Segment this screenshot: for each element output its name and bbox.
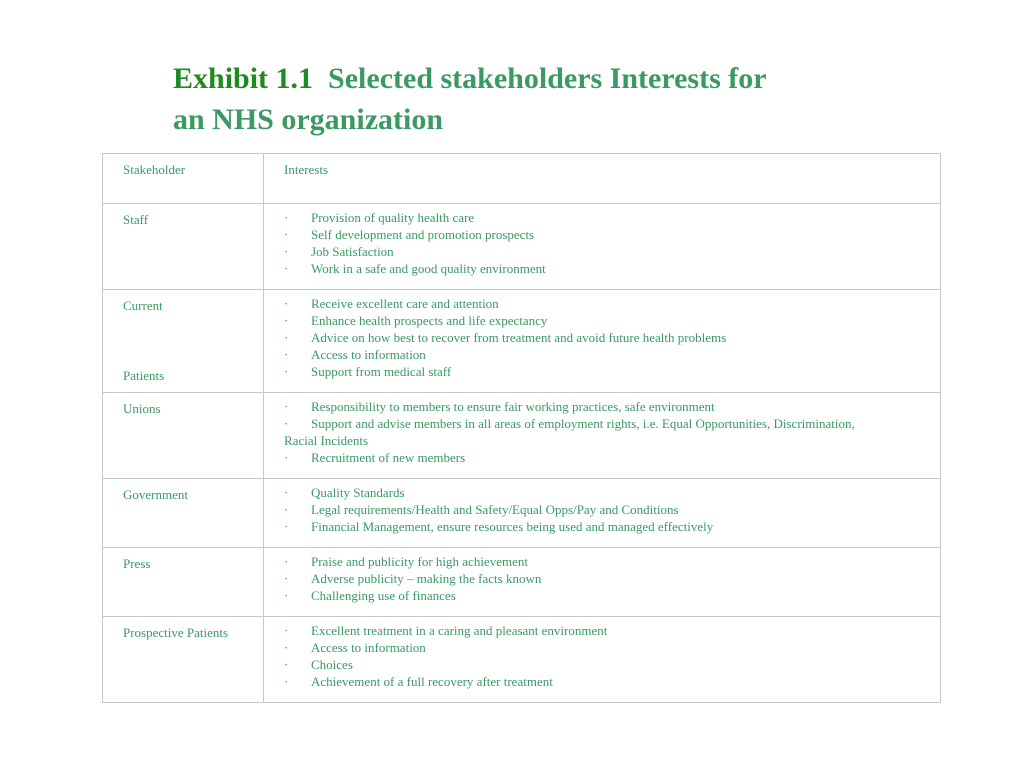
bullet-icon: · <box>284 485 289 500</box>
interests-cell <box>264 204 941 290</box>
stakeholder-cell: Staff <box>103 204 264 290</box>
stakeholder-cell: Unions <box>103 393 264 479</box>
list-item: · Provision of quality health care <box>284 210 475 225</box>
list-item: · Quality Standards <box>284 485 405 500</box>
table-row <box>103 479 941 548</box>
bullet-icon: · <box>284 347 289 362</box>
stakeholder-line-1: Current <box>123 298 163 313</box>
list-item: · Job Satisfaction <box>284 244 394 259</box>
bullet-icon: · <box>284 296 289 311</box>
title-line-2: an NHS organization <box>173 103 444 136</box>
bullet-icon: · <box>284 364 289 379</box>
stakeholders-table <box>102 153 941 703</box>
list-item: · Choices <box>284 657 353 672</box>
header-stakeholder: Stakeholder <box>103 154 264 204</box>
interests-cell <box>264 479 941 548</box>
bullet-icon: · <box>284 313 289 328</box>
list-item: · Work in a safe and good quality environment <box>284 261 546 276</box>
bullet-icon: · <box>284 450 289 465</box>
interests-cell <box>264 548 941 617</box>
bullet-icon: · <box>284 330 289 345</box>
bullet-icon: · <box>284 502 289 517</box>
page-title <box>173 58 933 140</box>
list-item: · Support and advise members in all areas of employment rights, i.e. Equal Opportunities, Discrimination, <box>284 416 855 431</box>
list-item: · Legal requirements/Health and Safety/Equal Opps/Pay and Conditions <box>284 502 679 517</box>
table-row <box>103 204 941 290</box>
list-item: · Support from medical staff <box>284 364 452 379</box>
bullet-icon: · <box>284 261 289 276</box>
interests-cell <box>264 393 941 479</box>
interests-cell <box>264 290 941 393</box>
bullet-icon: · <box>284 399 289 414</box>
list-item-continuation: Racial Incidents <box>284 433 369 448</box>
list-item: · Financial Management, ensure resources being used and managed effectively <box>284 519 714 534</box>
header-interests: Interests <box>264 154 941 204</box>
list-item: · Recruitment of new members <box>284 450 466 465</box>
table-header-row <box>103 154 941 204</box>
list-item: · Responsibility to members to ensure fair working practices, safe environment <box>284 399 715 414</box>
bullet-icon: · <box>284 657 289 672</box>
list-item: · Excellent treatment in a caring and pleasant environment <box>284 623 608 638</box>
bullet-icon: · <box>284 416 289 431</box>
table-row <box>103 617 941 703</box>
bullet-icon: · <box>284 571 289 586</box>
stakeholder-cell: Press <box>103 548 264 617</box>
exhibit-number: Exhibit 1.1 <box>173 62 314 95</box>
bullet-icon: · <box>284 519 289 534</box>
list-item: · Achievement of a full recovery after treatment <box>284 674 553 689</box>
table-row <box>103 548 941 617</box>
bullet-icon: · <box>284 227 289 242</box>
table-row <box>103 393 941 479</box>
bullet-icon: · <box>284 623 289 638</box>
list-item: · Self development and promotion prospects <box>284 227 535 242</box>
title-line-1: Selected stakeholders Interests for <box>328 62 767 95</box>
bullet-icon: · <box>284 674 289 689</box>
list-item: · Enhance health prospects and life expectancy <box>284 313 548 328</box>
list-item: · Adverse publicity – making the facts known <box>284 571 542 586</box>
list-item: · Praise and publicity for high achievement <box>284 554 528 569</box>
stakeholder-line-2: Patients <box>123 368 165 383</box>
stakeholder-cell <box>103 290 264 393</box>
bullet-icon: · <box>284 554 289 569</box>
bullet-icon: · <box>284 588 289 603</box>
stakeholder-cell: Government <box>103 479 264 548</box>
list-item: · Access to information <box>284 347 426 362</box>
table-row <box>103 290 941 393</box>
interests-cell <box>264 617 941 703</box>
list-item: · Access to information <box>284 640 426 655</box>
list-item: · Advice on how best to recover from treatment and avoid future health problems <box>284 330 727 345</box>
bullet-icon: · <box>284 210 289 225</box>
stakeholder-cell: Prospective Patients <box>103 617 264 703</box>
bullet-icon: · <box>284 244 289 259</box>
list-item: · Challenging use of finances <box>284 588 456 603</box>
list-item: · Receive excellent care and attention <box>284 296 499 311</box>
bullet-icon: · <box>284 640 289 655</box>
